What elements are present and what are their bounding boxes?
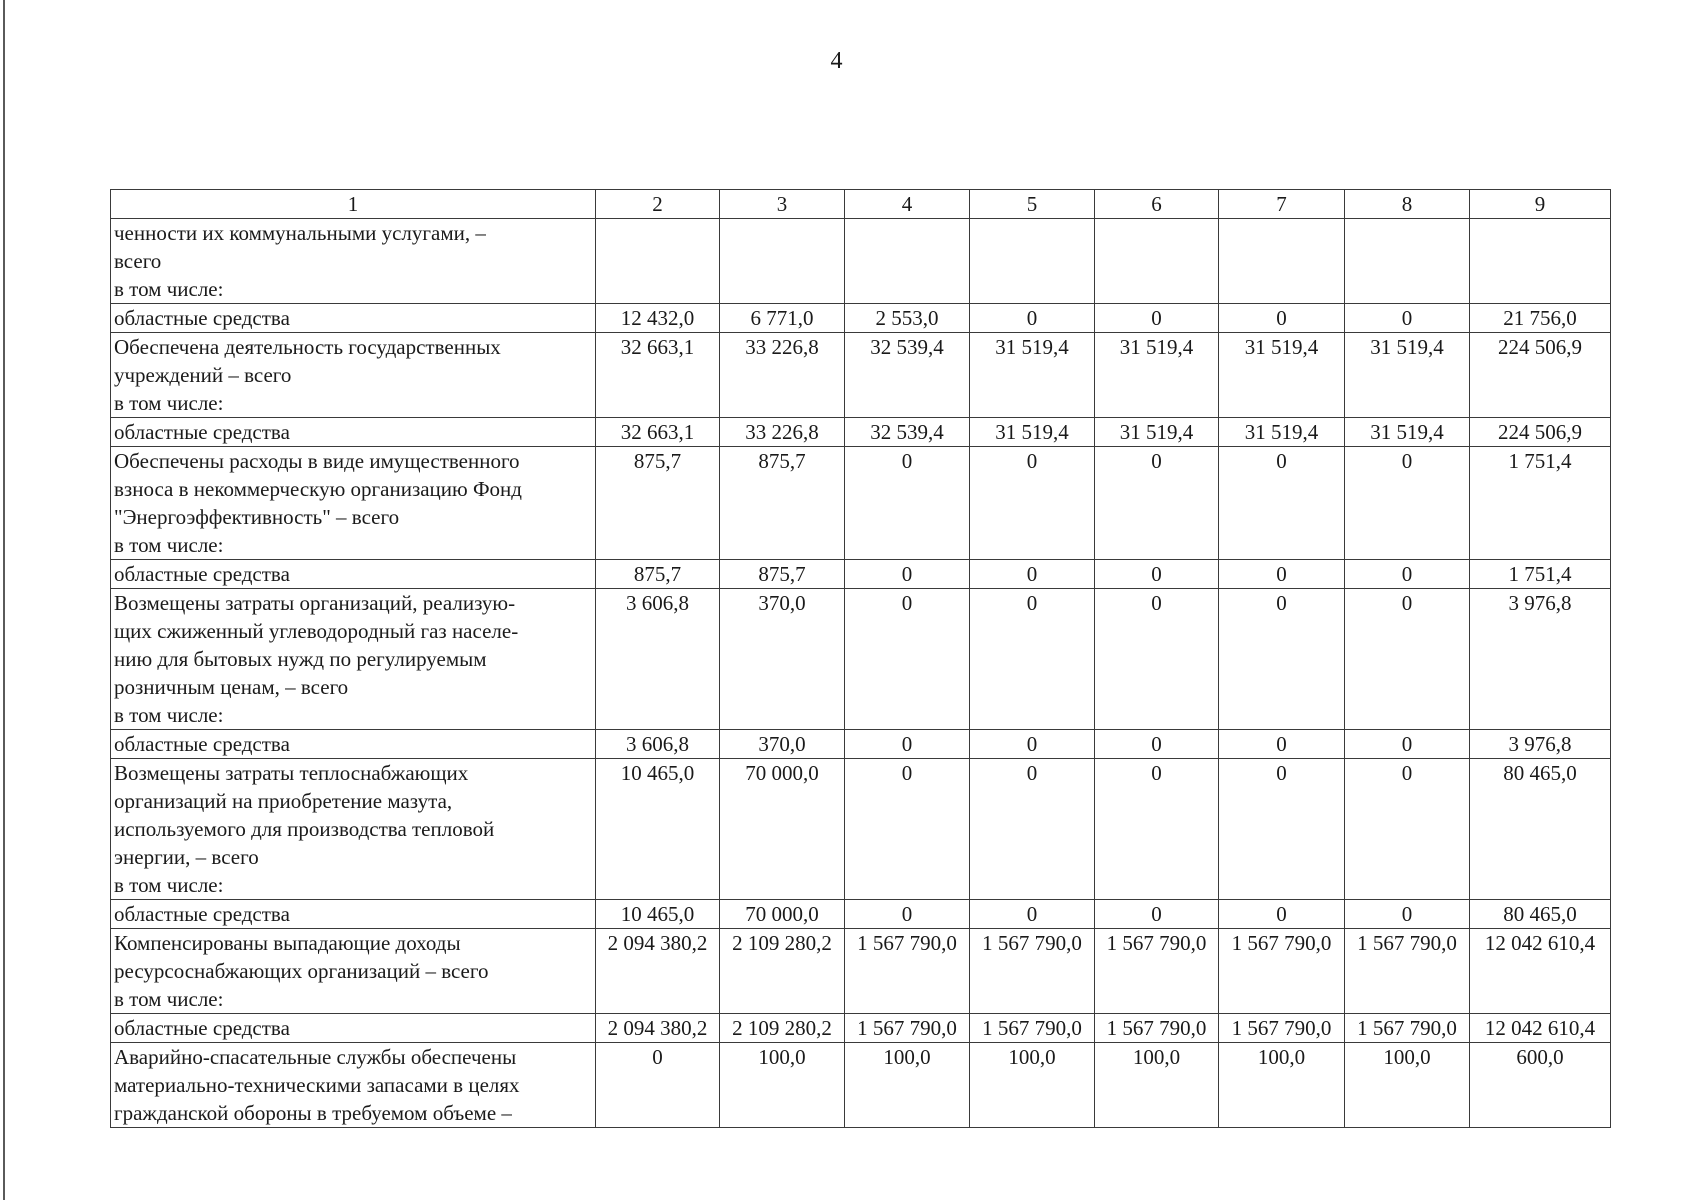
row-label: областные средства xyxy=(111,304,596,333)
value-cell-col-5: 100,0 xyxy=(970,1043,1095,1128)
column-number-1: 1 xyxy=(111,190,596,219)
value-cell-col-2: 875,7 xyxy=(596,560,720,589)
value-cell-col-8: 31 519,4 xyxy=(1345,333,1470,418)
value-cell-col-2: 32 663,1 xyxy=(596,418,720,447)
value-cell-col-9: 600,0 xyxy=(1470,1043,1611,1128)
column-number-3: 3 xyxy=(720,190,845,219)
value-cell-col-2: 10 465,0 xyxy=(596,759,720,900)
value-cell-col-4 xyxy=(845,219,970,304)
row-label: Обеспечены расходы в виде имущественного взноса в некоммерческую организацию Фонд "Энергоэффективность" – всего в том числе: xyxy=(111,447,596,560)
table-row xyxy=(111,730,1611,759)
value-cell-col-5: 31 519,4 xyxy=(970,418,1095,447)
value-cell-col-3: 875,7 xyxy=(720,447,845,560)
value-cell-col-7: 0 xyxy=(1219,759,1345,900)
funding-table xyxy=(110,189,1611,1128)
value-cell-col-8: 1 567 790,0 xyxy=(1345,929,1470,1014)
value-cell-col-9: 1 751,4 xyxy=(1470,560,1611,589)
value-cell-col-9: 1 751,4 xyxy=(1470,447,1611,560)
row-label: областные средства xyxy=(111,730,596,759)
value-cell-col-7: 100,0 xyxy=(1219,1043,1345,1128)
value-cell-col-4: 0 xyxy=(845,589,970,730)
table-row xyxy=(111,1043,1611,1128)
value-cell-col-8: 0 xyxy=(1345,900,1470,929)
value-cell-col-9: 224 506,9 xyxy=(1470,418,1611,447)
column-number-5: 5 xyxy=(970,190,1095,219)
value-cell-col-4: 2 553,0 xyxy=(845,304,970,333)
value-cell-col-8: 0 xyxy=(1345,730,1470,759)
scan-edge-line xyxy=(3,0,5,1200)
value-cell-col-5 xyxy=(970,219,1095,304)
value-cell-col-4: 0 xyxy=(845,447,970,560)
value-cell-col-9: 3 976,8 xyxy=(1470,589,1611,730)
value-cell-col-4: 32 539,4 xyxy=(845,333,970,418)
column-number-9: 9 xyxy=(1470,190,1611,219)
value-cell-col-5: 0 xyxy=(970,304,1095,333)
value-cell-col-3: 33 226,8 xyxy=(720,333,845,418)
value-cell-col-8: 100,0 xyxy=(1345,1043,1470,1128)
value-cell-col-3: 70 000,0 xyxy=(720,759,845,900)
value-cell-col-8: 1 567 790,0 xyxy=(1345,1014,1470,1043)
value-cell-col-6: 0 xyxy=(1095,447,1219,560)
value-cell-col-4: 1 567 790,0 xyxy=(845,929,970,1014)
value-cell-col-6: 0 xyxy=(1095,304,1219,333)
value-cell-col-2: 3 606,8 xyxy=(596,730,720,759)
row-label: ченности их коммунальными услугами, – всего в том числе: xyxy=(111,219,596,304)
row-label: Возмещены затраты теплоснабжающих организаций на приобретение мазута, используемого для производства тепловой энергии, – всего в том числе: xyxy=(111,759,596,900)
table-row xyxy=(111,589,1611,730)
row-label: Обеспечена деятельность государственных учреждений – всего в том числе: xyxy=(111,333,596,418)
value-cell-col-6: 0 xyxy=(1095,589,1219,730)
column-number-4: 4 xyxy=(845,190,970,219)
column-number-7: 7 xyxy=(1219,190,1345,219)
value-cell-col-2: 875,7 xyxy=(596,447,720,560)
value-cell-col-6: 0 xyxy=(1095,759,1219,900)
table-header-row xyxy=(111,190,1611,219)
value-cell-col-9: 12 042 610,4 xyxy=(1470,929,1611,1014)
value-cell-col-5: 0 xyxy=(970,759,1095,900)
value-cell-col-9: 80 465,0 xyxy=(1470,900,1611,929)
row-label: Аварийно-спасательные службы обеспечены материально-техническими запасами в целях гражданской обороны в требуемом объеме – xyxy=(111,1043,596,1128)
value-cell-col-6: 0 xyxy=(1095,560,1219,589)
value-cell-col-6: 31 519,4 xyxy=(1095,418,1219,447)
row-label: областные средства xyxy=(111,900,596,929)
value-cell-col-4: 0 xyxy=(845,560,970,589)
column-number-6: 6 xyxy=(1095,190,1219,219)
value-cell-col-9: 80 465,0 xyxy=(1470,759,1611,900)
value-cell-col-6 xyxy=(1095,219,1219,304)
value-cell-col-5: 1 567 790,0 xyxy=(970,929,1095,1014)
value-cell-col-2: 2 094 380,2 xyxy=(596,929,720,1014)
value-cell-col-2 xyxy=(596,219,720,304)
value-cell-col-7: 0 xyxy=(1219,589,1345,730)
value-cell-col-7: 1 567 790,0 xyxy=(1219,929,1345,1014)
value-cell-col-4: 1 567 790,0 xyxy=(845,1014,970,1043)
value-cell-col-5: 0 xyxy=(970,900,1095,929)
value-cell-col-3 xyxy=(720,219,845,304)
value-cell-col-2: 2 094 380,2 xyxy=(596,1014,720,1043)
value-cell-col-4: 0 xyxy=(845,730,970,759)
value-cell-col-7: 0 xyxy=(1219,447,1345,560)
value-cell-col-9: 224 506,9 xyxy=(1470,333,1611,418)
value-cell-col-5: 0 xyxy=(970,560,1095,589)
value-cell-col-7: 0 xyxy=(1219,304,1345,333)
table-row xyxy=(111,304,1611,333)
value-cell-col-3: 33 226,8 xyxy=(720,418,845,447)
value-cell-col-9: 21 756,0 xyxy=(1470,304,1611,333)
row-label: областные средства xyxy=(111,560,596,589)
value-cell-col-4: 0 xyxy=(845,759,970,900)
value-cell-col-8: 0 xyxy=(1345,589,1470,730)
table-row xyxy=(111,560,1611,589)
row-label: Компенсированы выпадающие доходы ресурсоснабжающих организаций – всего в том числе: xyxy=(111,929,596,1014)
value-cell-col-5: 1 567 790,0 xyxy=(970,1014,1095,1043)
table-row xyxy=(111,447,1611,560)
value-cell-col-6: 100,0 xyxy=(1095,1043,1219,1128)
value-cell-col-3: 70 000,0 xyxy=(720,900,845,929)
value-cell-col-7 xyxy=(1219,219,1345,304)
table-row xyxy=(111,418,1611,447)
value-cell-col-4: 0 xyxy=(845,900,970,929)
table-row xyxy=(111,333,1611,418)
value-cell-col-2: 12 432,0 xyxy=(596,304,720,333)
value-cell-col-8: 31 519,4 xyxy=(1345,418,1470,447)
value-cell-col-2: 3 606,8 xyxy=(596,589,720,730)
value-cell-col-9 xyxy=(1470,219,1611,304)
value-cell-col-5: 0 xyxy=(970,730,1095,759)
value-cell-col-6: 1 567 790,0 xyxy=(1095,929,1219,1014)
value-cell-col-6: 31 519,4 xyxy=(1095,333,1219,418)
column-number-8: 8 xyxy=(1345,190,1470,219)
value-cell-col-9: 3 976,8 xyxy=(1470,730,1611,759)
row-label: областные средства xyxy=(111,418,596,447)
value-cell-col-2: 0 xyxy=(596,1043,720,1128)
column-number-2: 2 xyxy=(596,190,720,219)
value-cell-col-3: 6 771,0 xyxy=(720,304,845,333)
value-cell-col-3: 370,0 xyxy=(720,730,845,759)
value-cell-col-7: 0 xyxy=(1219,900,1345,929)
value-cell-col-7: 31 519,4 xyxy=(1219,333,1345,418)
value-cell-col-2: 10 465,0 xyxy=(596,900,720,929)
value-cell-col-6: 0 xyxy=(1095,900,1219,929)
value-cell-col-6: 1 567 790,0 xyxy=(1095,1014,1219,1043)
table-row xyxy=(111,759,1611,900)
page-number: 4 xyxy=(830,48,843,74)
value-cell-col-7: 0 xyxy=(1219,730,1345,759)
value-cell-col-8: 0 xyxy=(1345,447,1470,560)
value-cell-col-8: 0 xyxy=(1345,759,1470,900)
value-cell-col-5: 31 519,4 xyxy=(970,333,1095,418)
row-label: Возмещены затраты организаций, реализую- щих сжиженный углеводородный газ населе- нию для бытовых нужд по регулируемым розничным ценам, – всего в том числе: xyxy=(111,589,596,730)
value-cell-col-8: 0 xyxy=(1345,304,1470,333)
value-cell-col-8: 0 xyxy=(1345,560,1470,589)
value-cell-col-3: 2 109 280,2 xyxy=(720,929,845,1014)
value-cell-col-7: 1 567 790,0 xyxy=(1219,1014,1345,1043)
table-row xyxy=(111,900,1611,929)
value-cell-col-6: 0 xyxy=(1095,730,1219,759)
table-row xyxy=(111,929,1611,1014)
value-cell-col-4: 100,0 xyxy=(845,1043,970,1128)
table-row xyxy=(111,1014,1611,1043)
value-cell-col-8 xyxy=(1345,219,1470,304)
value-cell-col-3: 100,0 xyxy=(720,1043,845,1128)
value-cell-col-5: 0 xyxy=(970,589,1095,730)
row-label: областные средства xyxy=(111,1014,596,1043)
value-cell-col-5: 0 xyxy=(970,447,1095,560)
value-cell-col-3: 2 109 280,2 xyxy=(720,1014,845,1043)
value-cell-col-2: 32 663,1 xyxy=(596,333,720,418)
value-cell-col-7: 0 xyxy=(1219,560,1345,589)
table-row xyxy=(111,219,1611,304)
value-cell-col-7: 31 519,4 xyxy=(1219,418,1345,447)
value-cell-col-9: 12 042 610,4 xyxy=(1470,1014,1611,1043)
value-cell-col-3: 370,0 xyxy=(720,589,845,730)
value-cell-col-4: 32 539,4 xyxy=(845,418,970,447)
value-cell-col-3: 875,7 xyxy=(720,560,845,589)
